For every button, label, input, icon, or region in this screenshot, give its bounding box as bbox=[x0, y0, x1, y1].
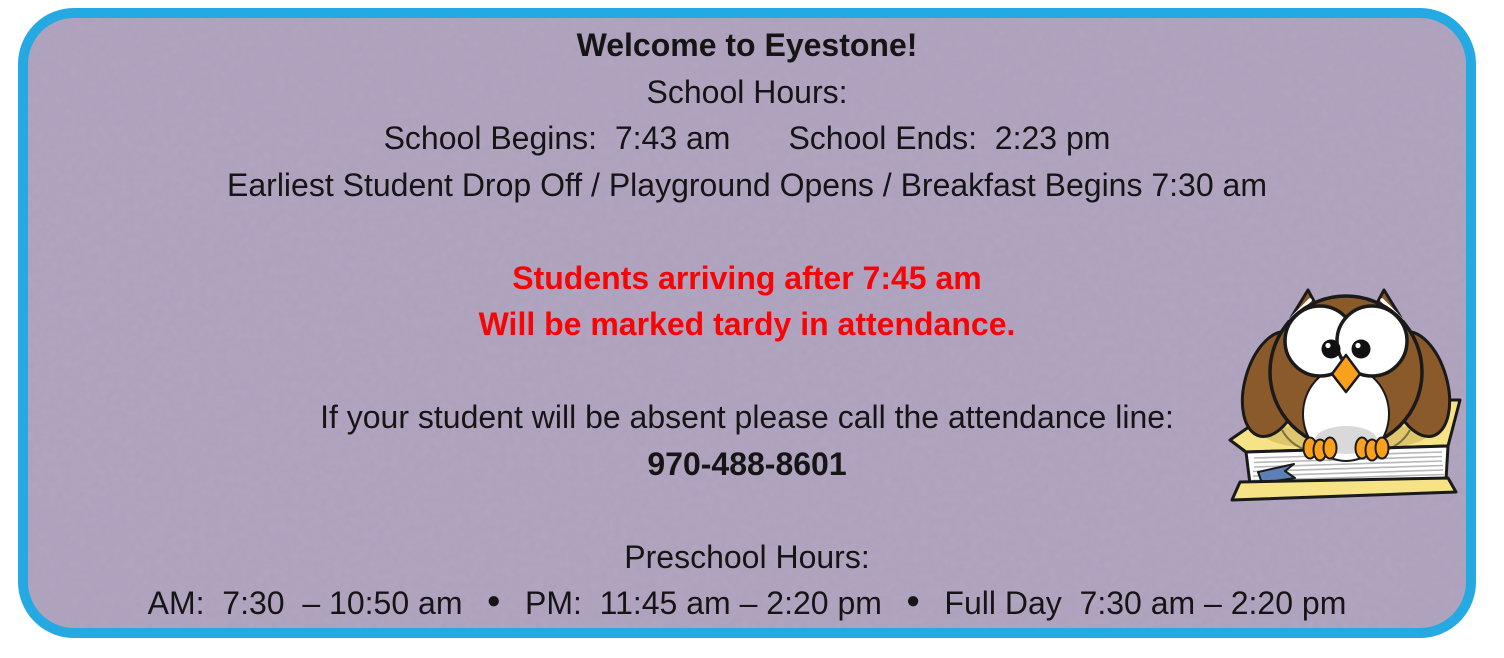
owl-icon bbox=[1231, 290, 1461, 461]
preschool-am-hours: AM: 7:30 – 10:50 am bbox=[147, 585, 463, 621]
attendance-phone-number: 970-488-8601 bbox=[647, 445, 847, 482]
tardy-warning-line-2: Will be marked tardy in attendance. bbox=[478, 306, 1016, 342]
bullet-separator-icon: ● bbox=[905, 587, 921, 615]
school-ends-time: School Ends: 2:23 pm bbox=[788, 120, 1111, 156]
owl-on-book-illustration bbox=[1222, 280, 1470, 508]
spacer-line bbox=[28, 208, 1466, 255]
bullet-separator-icon: ● bbox=[486, 587, 501, 615]
preschool-hours-label: Preschool Hours: bbox=[624, 538, 870, 575]
preschool-full-day-hours: Full Day 7:30 am – 2:20 pm bbox=[944, 585, 1347, 621]
tardy-warning-line-1: Students arriving after 7:45 am bbox=[512, 259, 982, 296]
school-times-line bbox=[28, 115, 1466, 162]
page-title: Welcome to Eyestone! bbox=[576, 27, 918, 63]
announcement-panel bbox=[18, 8, 1476, 638]
preschool-times-line bbox=[28, 580, 1466, 627]
absence-instruction-line: If your student will be absent please call the attendance line: bbox=[320, 399, 1174, 435]
school-begins-time: School Begins: 7:43 am bbox=[383, 120, 731, 156]
preschool-pm-hours: PM: 11:45 am – 2:20 pm bbox=[524, 585, 882, 621]
school-hours-label: School Hours: bbox=[646, 73, 848, 110]
owl-on-book-icon bbox=[1222, 280, 1470, 508]
earliest-dropoff-line: Earliest Student Drop Off / Playground Opens / Breakfast Begins 7:30 am bbox=[227, 166, 1267, 203]
